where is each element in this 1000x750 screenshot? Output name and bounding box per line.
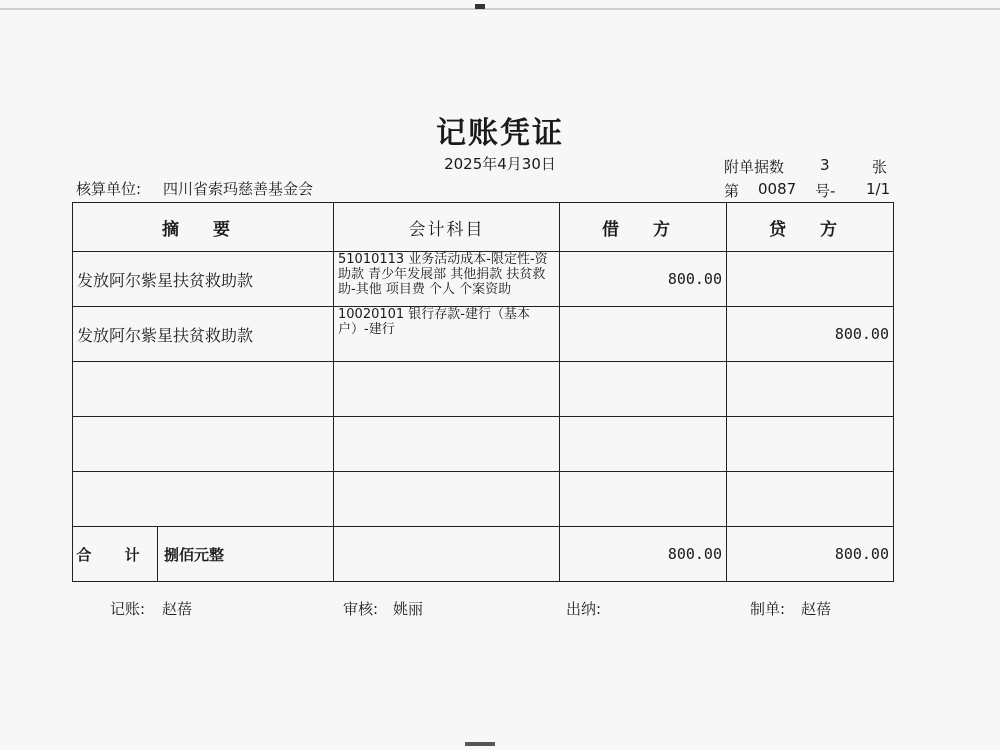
total-debit: 800.00 xyxy=(560,527,727,582)
row-account: 10020101 银行存款-建行（基本户）-建行 xyxy=(334,307,560,362)
row-debit: 800.00 xyxy=(560,252,727,307)
preparer-label: 制单: xyxy=(750,600,786,618)
row-debit xyxy=(560,307,727,362)
scan-mark-top xyxy=(475,4,485,9)
row-credit xyxy=(727,252,894,307)
bookkeeper-name: 赵蓓 xyxy=(162,600,193,618)
row-summary: 发放阿尔紫星扶贫救助款 xyxy=(73,252,334,307)
voucher-no-suffix: 号- xyxy=(815,182,836,200)
table-row-empty xyxy=(73,362,894,417)
voucher-no-number: 0087 xyxy=(758,180,797,198)
header-account: 会计科目 xyxy=(334,203,560,252)
voucher-page: 1/1 xyxy=(866,180,891,198)
row-credit: 800.00 xyxy=(727,307,894,362)
scan-edge-line xyxy=(0,8,1000,10)
attachments-count: 3 xyxy=(820,156,830,174)
unit-name: 四川省索玛慈善基金会 xyxy=(163,180,314,198)
voucher-date: 2025年4月30日 xyxy=(444,155,556,173)
preparer-name: 赵蓓 xyxy=(801,600,832,618)
table-row-empty xyxy=(73,417,894,472)
scan-mark-bottom xyxy=(465,742,495,746)
attachments-label: 附单据数 xyxy=(724,158,785,176)
table-header-row xyxy=(73,203,894,252)
reviewer-label: 审核: xyxy=(343,600,379,618)
total-amount-in-words: 捌佰元整 xyxy=(164,545,225,564)
header-summary: 摘 要 xyxy=(73,203,334,252)
unit-label: 核算单位: xyxy=(76,180,142,198)
voucher-no-prefix: 第 xyxy=(724,182,740,200)
reviewer-name: 姚丽 xyxy=(393,600,424,618)
header-credit: 贷 方 xyxy=(727,203,894,252)
total-label: 合 计 xyxy=(73,527,158,581)
header-debit: 借 方 xyxy=(560,203,727,252)
row-summary: 发放阿尔紫星扶贫救助款 xyxy=(73,307,334,362)
row-account: 51010113 业务活动成本-限定性-资助款 青少年发展部 其他捐款 扶贫救助-其他 项目费 个人 个案资助 xyxy=(334,252,560,307)
table-row-empty xyxy=(73,472,894,527)
table-row xyxy=(73,307,894,362)
bookkeeper-label: 记账: xyxy=(110,600,146,618)
total-row xyxy=(73,527,894,582)
voucher-title: 记账凭证 xyxy=(436,116,564,151)
attachments-unit: 张 xyxy=(872,158,888,176)
cashier-label: 出纳: xyxy=(566,600,602,618)
table-row xyxy=(73,252,894,307)
total-credit: 800.00 xyxy=(727,527,894,582)
voucher-table xyxy=(72,202,894,582)
